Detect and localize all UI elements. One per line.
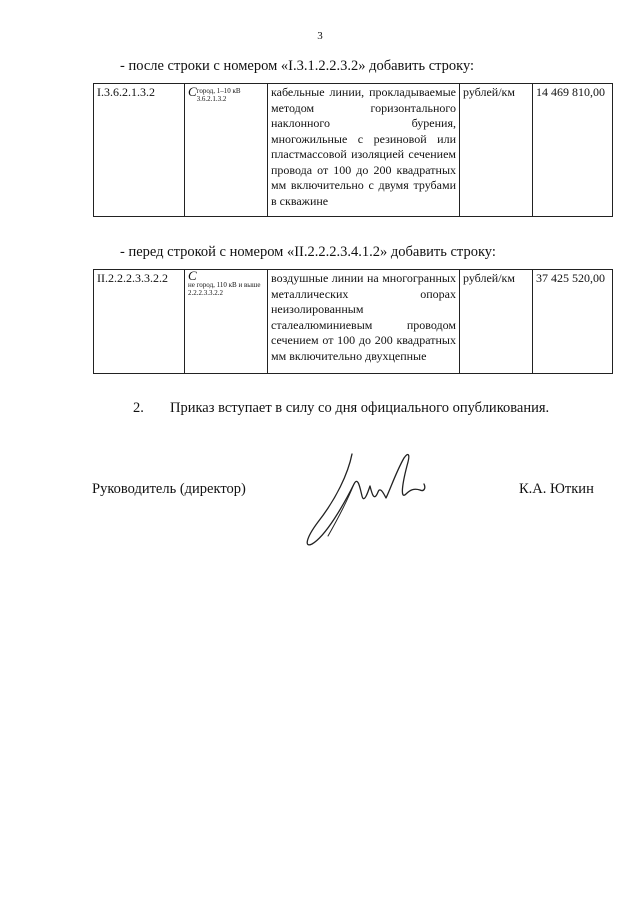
clause-text: Приказ вступает в силу со дня официального опубликования. (170, 400, 550, 416)
row-code: I.3.6.2.1.3.2 (94, 84, 185, 217)
row-description: воздушные линии на многогранных металлических опорах неизолированным сталеалюминиевым проводом сечением от 100 до 200 квадратных мм включительно двухцепные (268, 270, 460, 374)
symbol-superscript: город, 1–10 кВ (196, 87, 241, 95)
signatory-name: К.А. Юткин (519, 481, 594, 497)
row-description: кабельные линии, прокладываемые методом горизонтального наклонного бурения, многожильные с резиновой или пластмассовой изоляцией сечением провода от 100 до 200 квадратных мм включительно с двумя трубами в скважине (268, 84, 460, 217)
symbol-subscript: 2.2.2.3.3.2.2 (188, 289, 223, 297)
table-row (94, 270, 613, 374)
row-value: 37 425 520,00 (533, 270, 613, 374)
symbol-letter: C (188, 84, 197, 99)
amendment-instruction: - перед строкой с номером «II.2.2.2.3.4.1.2» добавить строку: (120, 244, 496, 260)
row-value: 14 469 810,00 (533, 84, 613, 217)
rate-symbol (185, 270, 268, 374)
clause-number: 2. (133, 400, 144, 416)
table-row (94, 84, 613, 217)
amendment-table (93, 83, 613, 217)
symbol-superscript: не город, 110 кВ и выше (188, 281, 261, 289)
amendment-table (93, 269, 613, 374)
signature-image (296, 444, 456, 554)
rate-symbol (185, 84, 268, 217)
amendment-instruction: - после строки с номером «I.3.1.2.2.3.2» добавить строку: (120, 58, 475, 74)
symbol-subscript: 3.6.2.1.3.2 (196, 95, 227, 103)
signatory-role: Руководитель (директор) (92, 481, 246, 497)
symbol-letter: C (188, 268, 197, 283)
row-unit: рублей/км (460, 84, 533, 217)
row-unit: рублей/км (460, 270, 533, 374)
row-code: II.2.2.2.3.3.2.2 (94, 270, 185, 374)
page-number: 3 (317, 30, 323, 42)
